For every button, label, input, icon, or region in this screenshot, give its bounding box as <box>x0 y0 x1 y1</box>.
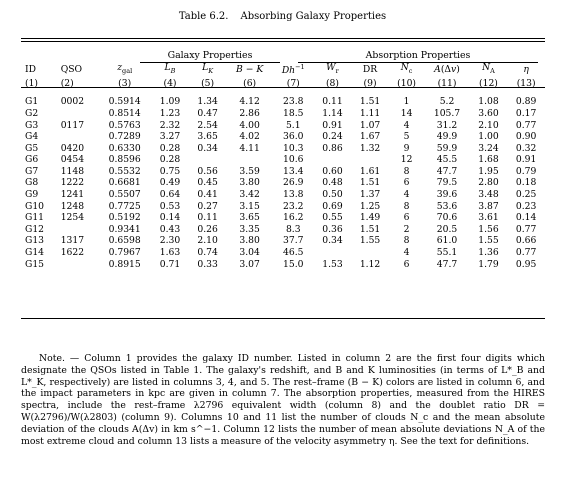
cell-eta: 0.17 <box>515 107 537 119</box>
cell-lk: 0.41 <box>197 189 218 201</box>
cell-eta: 0.90 <box>515 131 537 143</box>
cell-lb: 1.63 <box>159 247 181 259</box>
cell-wr: 0.48 <box>322 177 343 189</box>
table-row <box>21 235 545 247</box>
table-row <box>21 108 545 120</box>
table-row <box>21 177 545 189</box>
cell-zgal: 0.6330 <box>108 142 141 154</box>
note-label: Note. — <box>39 353 80 364</box>
group-header-galaxy: Galaxy Properties <box>167 50 253 61</box>
cell-wr: 1.53 <box>322 258 343 270</box>
col-label-qso: QSO <box>60 63 83 75</box>
cell-dh: 18.5 <box>283 107 304 119</box>
col-num-4: (4) <box>163 78 177 90</box>
column-number-row <box>21 77 545 90</box>
cell-zgal: 0.9341 <box>108 223 141 235</box>
table-row <box>21 166 545 178</box>
cell-qso: 1241 <box>60 189 85 201</box>
cell-id: G10 <box>25 200 45 212</box>
cell-na: 1.95 <box>478 165 499 177</box>
cell-zgal: 0.5532 <box>108 165 141 177</box>
cell-dh: 23.8 <box>283 96 304 108</box>
col-label-zgal: $z_{gal}$ <box>117 62 133 75</box>
cell-wr <box>314 154 352 166</box>
cell-lb: 0.28 <box>159 142 181 154</box>
cell-bk <box>226 154 272 166</box>
cell-id: G15 <box>25 258 45 270</box>
cell-adv: 49.9 <box>436 131 458 143</box>
cell-qso: 1622 <box>60 247 85 259</box>
cell-dr <box>351 154 389 166</box>
cell-eta: 0.79 <box>515 165 537 177</box>
cell-na: 1.00 <box>478 131 499 143</box>
cell-dh: 10.3 <box>283 142 304 154</box>
galaxy-properties-table <box>21 62 545 270</box>
cell-dr: 1.51 <box>359 223 381 235</box>
cell-zgal: 0.7289 <box>108 131 141 143</box>
cell-lb: 0.14 <box>159 212 181 224</box>
cell-wr: 1.14 <box>322 107 343 119</box>
cell-dr: 1.12 <box>359 258 381 270</box>
cell-lb: 0.71 <box>159 258 181 270</box>
cell-qso: 0454 <box>60 154 85 166</box>
cell-dh: 26.9 <box>283 177 304 189</box>
cell-dh: 46.5 <box>283 247 304 259</box>
cell-nc: 6 <box>403 258 410 270</box>
cell-dh: 37.7 <box>283 235 304 247</box>
cell-dh: 10.6 <box>283 154 304 166</box>
col-num-12: (12) <box>479 78 498 90</box>
cell-lk: 3.65 <box>197 131 218 143</box>
cell-dr: 1.51 <box>359 96 381 108</box>
cell-bk: 3.04 <box>239 247 260 259</box>
cell-dr: 1.67 <box>359 131 381 143</box>
cell-wr: 0.34 <box>322 235 343 247</box>
cell-nc: 9 <box>403 142 410 154</box>
col-num-8: (8) <box>325 78 339 90</box>
cell-nc: 8 <box>403 165 410 177</box>
cell-id: G13 <box>25 235 45 247</box>
cell-adv: 5.2 <box>439 96 455 108</box>
cell-lb: 0.53 <box>159 200 181 212</box>
cell-bk: 3.59 <box>239 165 260 177</box>
cell-na: 1.55 <box>478 235 499 247</box>
cell-nc: 12 <box>400 154 413 166</box>
cell-bk: 3.15 <box>239 200 260 212</box>
cell-id: G6 <box>25 154 39 166</box>
cell-na: 1.79 <box>478 258 499 270</box>
cell-zgal: 0.8596 <box>108 154 141 166</box>
col-label-dh: $Dh^{-1}$ <box>281 63 305 77</box>
cell-wr: 0.11 <box>322 96 343 108</box>
cell-bk: 3.35 <box>239 223 260 235</box>
col-num-6: (6) <box>243 78 257 90</box>
table-title <box>0 11 565 22</box>
col-num-7: (7) <box>286 78 300 90</box>
cell-bk: 4.02 <box>239 131 260 143</box>
cell-id: G1 <box>25 96 39 108</box>
cell-eta: 0.14 <box>515 212 537 224</box>
cell-wr: 0.69 <box>322 200 343 212</box>
cell-lb: 2.32 <box>159 119 181 131</box>
cell-nc: 6 <box>403 177 410 189</box>
cell-qso: 1222 <box>60 177 85 189</box>
cell-lk: 0.33 <box>197 258 218 270</box>
col-num-9: (9) <box>363 78 377 90</box>
cell-dr: 1.49 <box>359 212 381 224</box>
cell-dr: 1.25 <box>359 200 381 212</box>
col-num-13: (13) <box>516 78 536 90</box>
cell-id: G14 <box>25 247 45 259</box>
cell-nc: 5 <box>403 131 410 143</box>
cell-adv: 20.5 <box>436 223 458 235</box>
cell-eta: 0.25 <box>515 189 537 201</box>
cell-nc: 2 <box>403 223 410 235</box>
cell-lk: 0.56 <box>197 165 218 177</box>
table-note <box>21 353 545 447</box>
cell-lb: 0.75 <box>159 165 181 177</box>
cell-lk: 0.47 <box>197 107 218 119</box>
cell-nc: 6 <box>403 212 410 224</box>
cell-adv: 61.0 <box>436 235 458 247</box>
table-row <box>21 247 545 259</box>
table-row <box>21 96 545 108</box>
cell-na: 3.87 <box>478 200 499 212</box>
cell-dr <box>351 247 389 259</box>
cell-id: G12 <box>25 223 45 235</box>
cell-qso: 0420 <box>60 142 85 154</box>
cell-nc: 4 <box>403 119 410 131</box>
cell-qso <box>57 131 98 143</box>
table-row <box>21 143 545 155</box>
cell-id: G11 <box>25 212 45 224</box>
table-row <box>21 131 545 143</box>
header-rule <box>21 87 545 88</box>
cell-lk: 0.27 <box>197 200 218 212</box>
table-row <box>21 212 545 224</box>
table-number: Table 6.2. <box>178 11 229 22</box>
cell-adv: 105.7 <box>433 107 461 119</box>
col-label-wr: $W_r$ <box>326 62 339 75</box>
cell-lk: 2.54 <box>197 119 218 131</box>
cell-adv: 31.2 <box>436 119 458 131</box>
cell-lk <box>189 154 227 166</box>
cell-dr: 1.51 <box>359 177 381 189</box>
cell-dh: 8.3 <box>285 223 301 235</box>
cell-bk: 3.65 <box>239 212 260 224</box>
cell-lk: 0.45 <box>197 177 218 189</box>
cell-bk: 3.07 <box>239 258 260 270</box>
cell-wr: 0.91 <box>322 119 343 131</box>
cell-id: G5 <box>25 142 39 154</box>
cell-nc: 8 <box>403 235 410 247</box>
col-num-10: (10) <box>397 78 417 90</box>
col-label-lb: $L_B$ <box>164 62 176 75</box>
cell-na: 1.36 <box>478 247 499 259</box>
cell-dr: 1.07 <box>359 119 381 131</box>
cell-qso: 0117 <box>60 119 85 131</box>
col-label-nc: $N_c$ <box>400 62 413 75</box>
cell-zgal: 0.5192 <box>108 212 141 224</box>
cell-lb: 0.28 <box>159 154 181 166</box>
col-num-2: (2) <box>60 78 74 90</box>
cell-bk: 3.80 <box>239 235 260 247</box>
cell-adv: 55.1 <box>436 247 458 259</box>
cell-zgal: 0.5507 <box>108 189 141 201</box>
cell-zgal: 0.5914 <box>108 96 141 108</box>
cell-eta: 0.77 <box>515 119 537 131</box>
cell-zgal: 0.5763 <box>108 119 141 131</box>
cell-eta: 0.95 <box>515 258 537 270</box>
cell-lk: 0.11 <box>197 212 218 224</box>
col-label-eta: η <box>523 63 529 75</box>
cell-lb: 2.30 <box>159 235 181 247</box>
cell-id: G3 <box>25 119 39 131</box>
col-num-1: (1) <box>25 78 39 90</box>
cell-eta: 0.66 <box>515 235 537 247</box>
table-row <box>21 119 545 131</box>
cell-dr: 1.11 <box>359 107 381 119</box>
cell-na: 3.60 <box>478 107 499 119</box>
cell-qso: 1254 <box>60 212 85 224</box>
cell-dh: 13.8 <box>283 189 304 201</box>
cell-nc: 4 <box>403 189 410 201</box>
cell-bk: 4.11 <box>239 142 260 154</box>
cell-wr: 0.24 <box>322 131 343 143</box>
table-row <box>21 224 545 236</box>
cell-dr: 1.55 <box>359 235 381 247</box>
cell-dh: 23.2 <box>283 200 304 212</box>
cell-lb: 1.09 <box>159 96 181 108</box>
col-num-5: (5) <box>201 78 215 90</box>
cell-id: G7 <box>25 165 39 177</box>
cell-adv: 59.9 <box>436 142 458 154</box>
cell-na: 1.68 <box>478 154 499 166</box>
col-label-adv: A(Δv) <box>434 63 460 75</box>
table-row <box>21 259 545 271</box>
cell-eta: 0.77 <box>515 247 537 259</box>
cell-eta: 0.89 <box>515 96 537 108</box>
cell-lb: 0.43 <box>159 223 181 235</box>
cell-na: 1.08 <box>478 96 499 108</box>
cell-na: 3.48 <box>478 189 499 201</box>
cell-dh: 13.4 <box>283 165 304 177</box>
cell-lb: 1.23 <box>159 107 181 119</box>
top-rule-1 <box>21 38 545 39</box>
cell-wr: 0.36 <box>322 223 343 235</box>
cell-dr: 1.37 <box>359 189 381 201</box>
cell-adv: 70.6 <box>436 212 458 224</box>
col-label-na: $N_A$ <box>482 62 495 75</box>
cell-zgal: 0.8915 <box>108 258 141 270</box>
top-rule-2 <box>21 41 545 42</box>
cell-bk: 3.80 <box>239 177 260 189</box>
cell-qso <box>57 108 98 120</box>
cell-qso: 1317 <box>60 235 85 247</box>
col-num-3: (3) <box>118 78 132 90</box>
cell-eta: 0.23 <box>515 200 537 212</box>
cell-bk: 4.00 <box>239 119 260 131</box>
cell-dh: 5.1 <box>285 119 301 131</box>
cell-na: 3.24 <box>478 142 499 154</box>
bottom-rule <box>21 318 545 319</box>
cell-na: 3.61 <box>478 212 499 224</box>
cell-wr: 0.60 <box>322 165 343 177</box>
cell-na: 2.10 <box>478 119 499 131</box>
col-label-dr: DR <box>362 63 378 75</box>
cell-adv: 79.5 <box>436 177 458 189</box>
cell-wr: 0.50 <box>322 189 343 201</box>
cell-id: G4 <box>25 131 39 143</box>
cell-eta: 0.91 <box>515 154 537 166</box>
cell-lk: 0.26 <box>197 223 218 235</box>
cell-lb: 3.27 <box>159 131 181 143</box>
table-caption: Absorbing Galaxy Properties <box>240 11 387 22</box>
cell-wr: 0.86 <box>322 142 343 154</box>
cell-qso: 1148 <box>60 165 85 177</box>
cell-qso: 1248 <box>60 200 85 212</box>
cell-dh: 16.2 <box>283 212 304 224</box>
cell-eta: 0.18 <box>515 177 537 189</box>
cell-adv: 45.5 <box>436 154 458 166</box>
cell-qso: 0002 <box>60 96 85 108</box>
cell-na: 1.56 <box>478 223 499 235</box>
table-row <box>21 201 545 213</box>
col-label-id: ID <box>25 63 36 75</box>
table-row <box>21 189 545 201</box>
cell-id: G8 <box>25 177 39 189</box>
cell-dh: 15.0 <box>283 258 304 270</box>
cell-dh: 36.0 <box>283 131 304 143</box>
cell-nc: 8 <box>403 200 410 212</box>
cell-nc: 14 <box>400 107 413 119</box>
cell-id: G9 <box>25 189 39 201</box>
cell-na: 2.80 <box>478 177 499 189</box>
cell-dr: 1.61 <box>359 165 381 177</box>
cell-lk: 0.34 <box>197 142 218 154</box>
cell-nc: 1 <box>403 96 410 108</box>
group-header-absorption: Absorption Properties <box>365 50 471 61</box>
column-label-row <box>21 62 545 77</box>
cell-adv: 47.7 <box>436 165 458 177</box>
cell-lk: 0.74 <box>197 247 218 259</box>
cell-qso <box>57 259 98 271</box>
cell-bk: 4.12 <box>239 96 260 108</box>
cell-wr <box>314 247 352 259</box>
cell-lk: 2.10 <box>197 235 218 247</box>
note-text: Column 1 provides the galaxy ID number. Listed in column 2 are the first four digits which designate the QSOs listed in Table 1. The galaxy's redshift, and B and K luminosities (in terms of L*_B and L*_K, respectively) are listed in columns 3, 4, and 5. The rest–frame (B − K) colors are listed in column 6, and the impact parameters in kpc are given in column 7. The absorption properties, measured from the HIRES spectra, include the rest–frame λ2796 equivalent width (column 8) and the doublet ratio DR = W(λ2796)/W(λ2803) (column 9). Columns 10 and 11 list the number of clouds N_c and the mean absolute deviation of the clouds A(Δv) in km s^−1. Column 12 lists the number of mean absolute deviations N_A of the most extreme cloud and column 13 lists a measure of the velocity asymmetry η. See the text for definitions. <box>21 353 545 447</box>
cell-zgal: 0.6681 <box>108 177 141 189</box>
cell-dr: 1.32 <box>359 142 381 154</box>
cell-wr: 0.55 <box>322 212 343 224</box>
col-label-bk: B − K <box>236 63 264 75</box>
table-body <box>21 90 545 270</box>
table-row <box>21 154 545 166</box>
cell-id: G2 <box>25 107 39 119</box>
col-label-lk: $L_K$ <box>202 62 214 75</box>
cell-nc: 4 <box>403 247 410 259</box>
cell-adv: 53.6 <box>436 200 458 212</box>
cell-lb: 0.49 <box>159 177 181 189</box>
col-num-11: (11) <box>437 78 457 90</box>
cell-eta: 0.77 <box>515 223 537 235</box>
cell-zgal: 0.8514 <box>108 107 141 119</box>
cell-adv: 47.7 <box>436 258 458 270</box>
cell-adv: 39.6 <box>436 189 458 201</box>
cell-lb: 0.64 <box>159 189 181 201</box>
cell-zgal: 0.7967 <box>108 247 141 259</box>
cell-eta: 0.32 <box>515 142 537 154</box>
cell-zgal: 0.6598 <box>108 235 141 247</box>
cell-qso <box>57 224 98 236</box>
cell-zgal: 0.7725 <box>108 200 141 212</box>
cell-bk: 3.42 <box>239 189 260 201</box>
cell-lk: 1.34 <box>197 96 218 108</box>
cell-bk: 2.86 <box>239 107 260 119</box>
